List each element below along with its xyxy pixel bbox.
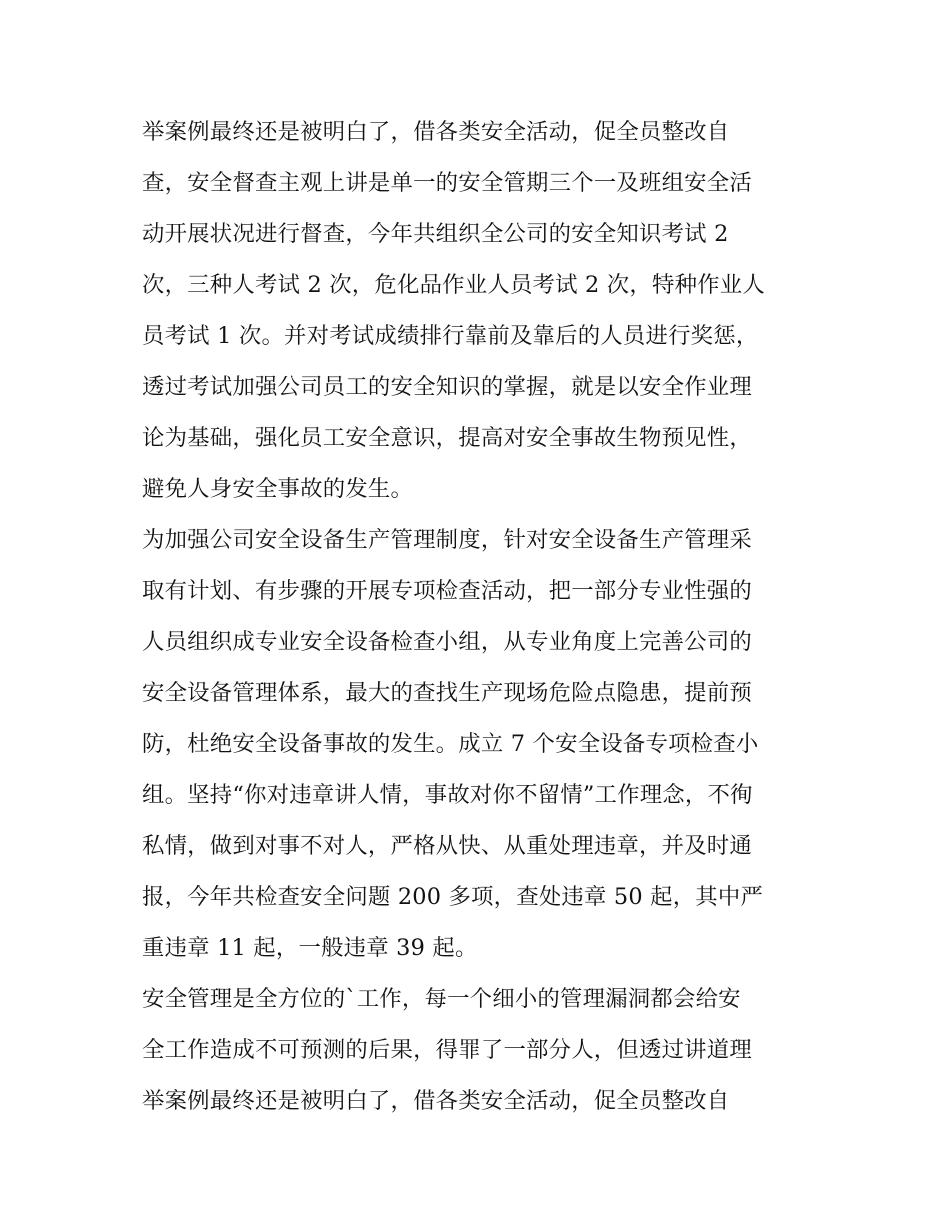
text-line: 透过考试加强公司员工的安全知识的掌握，就是以安全作业理 — [142, 374, 752, 400]
text-line: 全工作造成不可预测的后果，得罪了一部分人，但透过讲道理 — [142, 1037, 752, 1063]
text-line: 为加强公司安全设备生产管理制度，针对安全设备生产管理采 — [142, 527, 752, 553]
text-line: 取有计划、有步骤的开展专项检查活动，把一部分专业性强的 — [142, 578, 752, 604]
text-line: 私情，做到对事不对人，严格从快、从重处理违章，并及时通 — [142, 833, 752, 859]
text-line: 举案例最终还是被明白了，借各类安全活动，促全员整改自 — [142, 119, 730, 145]
text-line: 举案例最终还是被明白了，借各类安全活动，促全员整改自 — [142, 1088, 730, 1114]
text-line: 动开展状况进行督查，今年共组织全公司的安全知识考试 2 — [142, 221, 729, 247]
text-line: 论为基础，强化员工安全意识，提高对安全事故生物预见性， — [142, 425, 752, 451]
text-line: 人员组织成专业安全设备检查小组，从专业角度上完善公司的 — [142, 629, 752, 655]
text-line: 查，安全督查主观上讲是单一的安全管期三个一及班组安全活 — [142, 170, 752, 196]
document-body — [142, 107, 814, 1127]
text-line: 重违章 11 起，一般违章 39 起。 — [142, 935, 478, 961]
text-line: 避免人身安全事故的发生。 — [142, 476, 414, 502]
text-line: 安全管理是全方位的`工作，每一个细小的管理漏洞都会给安 — [142, 986, 741, 1012]
text-line: 报，今年共检查安全问题 200 多项，查处违章 50 起，其中严 — [142, 884, 764, 910]
text-line: 员考试 1 次。并对考试成绩排行靠前及靠后的人员进行奖惩， — [142, 323, 759, 349]
text-line: 组。坚持“你对违章讲人情，事故对你不留情”工作理念，不徇 — [142, 782, 753, 808]
text-line: 安全设备管理体系，最大的查找生产现场危险点隐患，提前预 — [142, 680, 752, 706]
text-line: 防，杜绝安全设备事故的发生。成立 7 个安全设备专项检查小 — [142, 731, 759, 757]
text-line: 次，三种人考试 2 次，危化品作业人员考试 2 次，特种作业人 — [142, 272, 765, 298]
